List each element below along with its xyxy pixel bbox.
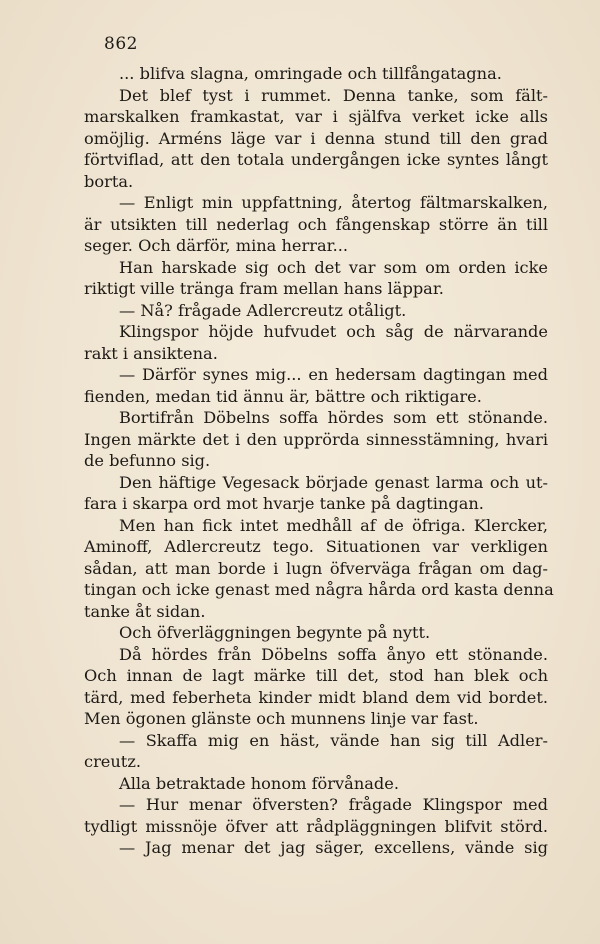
- text-line: rakt i ansiktena.: [84, 343, 218, 363]
- text-line: riktigt ville tränga fram mellan hans läppar.: [84, 279, 444, 298]
- text-line: — Hur menar öfversten? frågade Klingspor med: [119, 795, 548, 814]
- body-text: [84, 63, 554, 859]
- text-line: Klingspor höjde hufvudet och såg de närvarande: [119, 322, 548, 341]
- text-line: Men han fick intet medhåll af de öfriga. Klercker,: [119, 515, 548, 535]
- text-line: — Jag menar det jag säger, excellens, vände sig: [119, 838, 548, 857]
- text-line: Den häftige Vegesack började genast larma och ut-: [119, 472, 548, 492]
- text-line: marskalken framkastat, var i själfva verket icke alls: [84, 107, 548, 126]
- text-line: är utsikten till nederlag och fångenskap större än till: [84, 214, 548, 234]
- text-line: förtviflad, att den totala undergången icke syntes långt: [84, 150, 548, 169]
- text-line: seger. Och därför, mina herrar...: [84, 236, 348, 255]
- text-line: Bortifrån Döbelns soffa hördes som ett stönande.: [119, 408, 548, 427]
- text-line: creutz.: [84, 752, 141, 771]
- text-line: de befunno sig.: [84, 451, 211, 470]
- text-line: Och innan de lagt märke till det, stod han blek och: [84, 666, 548, 685]
- page-number: 862: [104, 34, 138, 54]
- text-line: Han harskade sig och det var som om orden icke: [119, 257, 548, 277]
- text-line: tärd, med feberheta kinder midt bland dem vid bordet.: [84, 687, 548, 707]
- text-line: omöjlig. Arméns läge var i denna stund till den grad: [84, 128, 548, 148]
- text-line: Det blef tyst i rummet. Denna tanke, som fält-: [119, 85, 548, 105]
- text-line: borta.: [84, 171, 134, 191]
- text-line: fienden, medan tid ännu är, bättre och riktigare.: [84, 386, 482, 406]
- text-line: Alla betraktade honom förvånade.: [119, 773, 400, 793]
- text-line: Då hördes från Döbelns soffa ånyo ett stönande.: [119, 644, 548, 664]
- text-line: — Skaffa mig en häst, vände han sig till Adler-: [119, 730, 548, 750]
- text-line: Och öfverläggningen begynte på nytt.: [119, 623, 431, 642]
- text-line: Ingen märkte det i den upprörda sinnesstämning, hvari: [84, 429, 548, 449]
- text-line: tanke åt sidan.: [84, 601, 206, 621]
- text-line: Aminoff, Adlercreutz tego. Situationen var verkligen: [84, 537, 548, 556]
- text-line: tydligt missnöje öfver att rådpläggningen blifvit störd.: [84, 816, 548, 836]
- text-line: tingan och icke genast med några hårda ord kasta denna: [84, 580, 554, 599]
- text-line: — Enligt min uppfattning, återtog fältmarskalken,: [119, 193, 548, 212]
- text-line: — Nå? frågade Adlercreutz otåligt.: [119, 300, 407, 320]
- text-line: sådan, att man borde i lugn öfverväga frågan om dag-: [84, 558, 548, 578]
- text-line: ... blifva slagna, omringade och tillfångatagna.: [119, 64, 502, 83]
- text-line: — Därför synes mig... en hedersam dagtingan med: [119, 365, 548, 384]
- text-line: fara i skarpa ord mot hvarje tanke på dagtingan.: [84, 494, 484, 513]
- text-line: Men ögonen glänste och munnens linje var fast.: [84, 709, 479, 728]
